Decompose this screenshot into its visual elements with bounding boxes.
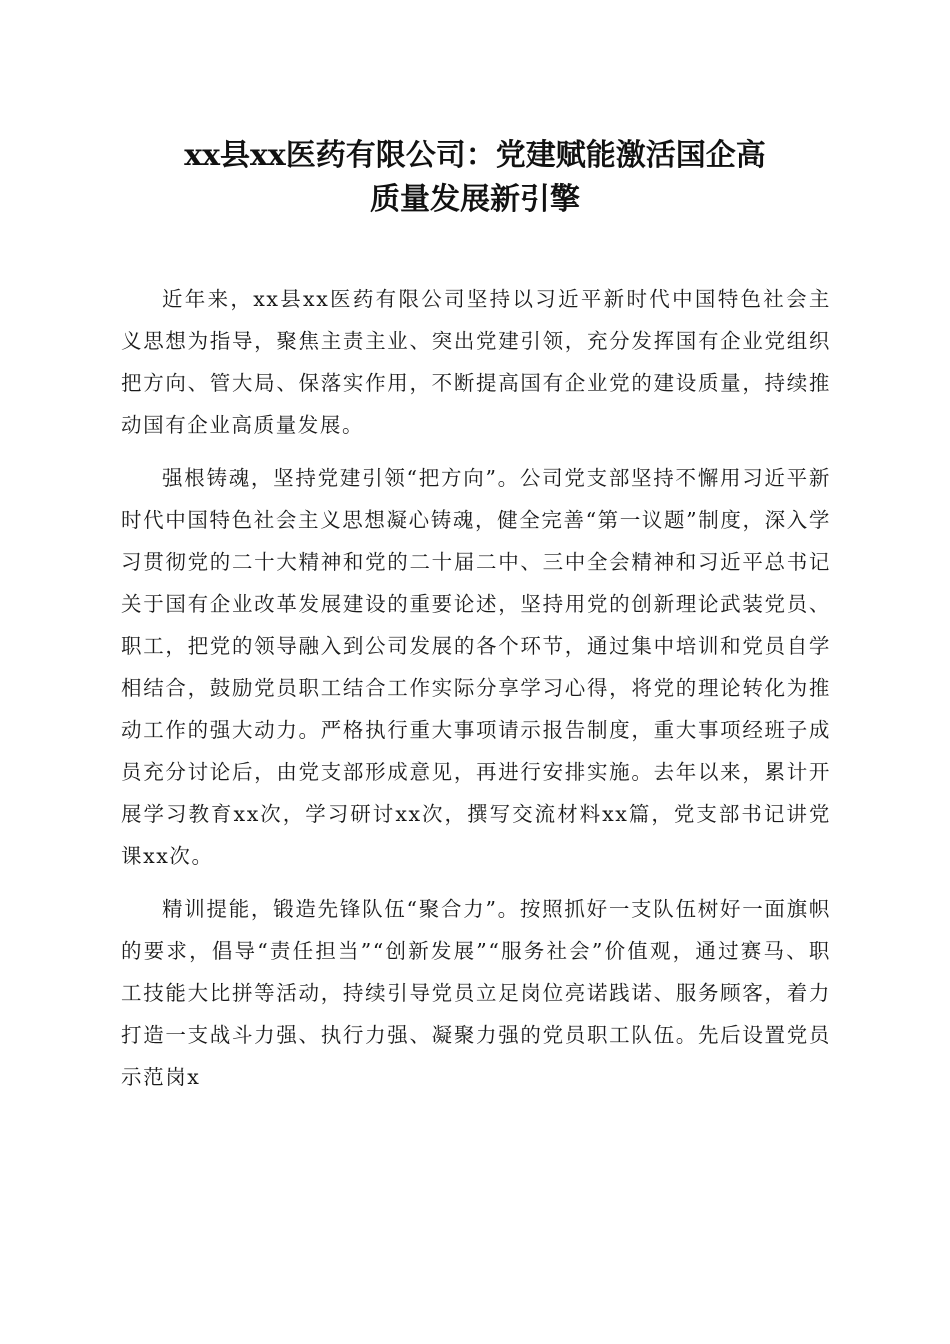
title-line-1: xx县xx医药有限公司：党建赋能激活国企高: [184, 138, 766, 173]
paragraph-direction: 强根铸魂，坚持党建引领“把方向”。公司党支部坚持不懈用习近平新时代中国特色社会主义思想凝心铸魂，健全完善“第一议题”制度，深入学习贯彻党的二十大精神和党的二十届二中、三中全会精神和习近平总书记关于国有企业改革发展建设的重要论述，坚持用党的创新理论武装党员、职工，把党的领导融入到公司发展的各个环节，通过集中培训和党员自学相结合，鼓励党员职工结合工作实际分享学习心得，将党的理论转化为推动工作的强大动力。严格执行重大事项请示报告制度，重大事项经班子成员充分讨论后，由党支部形成意见，再进行安排实施。去年以来，累计开展学习教育xx次，学习研讨xx次，撰写交流材料xx篇，党支部书记讲党课xx次。: [121, 466, 831, 868]
paragraph-team: 精训提能，锻造先锋队伍“聚合力”。按照抓好一支队伍树好一面旗帜的要求，倡导“责任担当”“创新发展”“服务社会”价值观，通过赛马、职工技能大比拼等活动，持续引导党员立足岗位亮诺践诺、服务顾客，着力打造一支战斗力强、执行力强、凝聚力强的党员职工队伍。先后设置党员示范岗x: [121, 897, 831, 1089]
title-line-2: 质量发展新引擎: [370, 182, 580, 217]
paragraph-intro: 近年来，xx县xx医药有限公司坚持以习近平新时代中国特色社会主义思想为指导，聚焦主责主业、突出党建引领，充分发挥国有企业党组织把方向、管大局、保落实作用，不断提高国有企业党的建设质量，持续推动国有企业高质量发展。: [121, 287, 831, 437]
document-body: [121, 278, 831, 1109]
document-title: [60, 134, 890, 222]
